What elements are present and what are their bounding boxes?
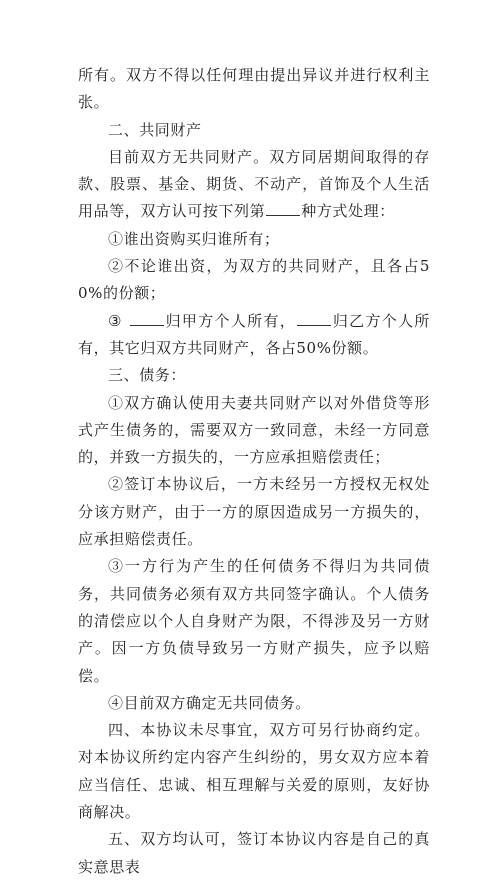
section-heading-unresolved-matters — [78, 717, 430, 826]
paragraph-text: 种方式处理： — [301, 202, 395, 221]
section-heading-mutual-acknowledgement — [78, 826, 430, 881]
fill-in-blank-method-number — [266, 200, 300, 216]
fill-in-blank-party-a-items — [130, 310, 164, 326]
list-item-option-3 — [78, 308, 430, 363]
list-item-debt-4 — [78, 690, 430, 717]
list-item-text: 归甲方个人所有， — [164, 311, 297, 330]
list-item-debt-2 — [78, 471, 430, 553]
paragraph-text: 目前双方无共同财产。双方同居期间取得的存款、股票、基金、期货、不动产，首饰及个人生活用品等，双方认可按下列第 — [78, 147, 430, 221]
list-item-debt-1 — [78, 390, 430, 472]
section-heading-joint-property — [78, 117, 430, 144]
section-heading-text: 二、共同财产 — [108, 120, 202, 139]
paragraph-text: 所有。双方不得以任何理由提出异议并进行权利主张。 — [78, 66, 430, 112]
list-item-text: ③一方行为产生的任何债务不得归为共同债务，共同债务必须有双方共同签字确认。个人债务的清偿应以个人自身财产为限，不得涉及另一方财产。因一方负债导致另一方财产损失，应予以赔偿。 — [78, 557, 430, 685]
list-item-option-1 — [78, 226, 430, 253]
list-item-text: ②不论谁出资，为双方的共同财产，且各占50%的份额； — [78, 257, 430, 303]
list-item-debt-3 — [78, 553, 430, 689]
list-item-option-2 — [78, 253, 430, 308]
list-item-text: 归乙方个人所有，其它归双方共同财产，各占50%份额。 — [78, 311, 431, 357]
list-item-text: ②签订本协议后，一方未经另一方授权无权处分该方财产，由于一方的原因造成另一方损失的，应承担赔偿责任。 — [78, 475, 430, 549]
fill-in-blank-party-b-items — [297, 310, 331, 326]
paragraph-text: 四、本协议未尽事宜，双方可另行协商约定。对本协议所约定内容产生纠纷的，男女双方应本着应当信任、忠诚、相互理解与关爱的原则，友好协商解决。 — [78, 721, 430, 822]
list-item-text: ①谁出资购买归谁所有； — [108, 229, 280, 248]
section-heading-text: 三、债务： — [108, 366, 187, 385]
paragraph-ownership-continued — [78, 62, 430, 117]
list-item-text: ③ — [108, 311, 129, 330]
list-item-text: ①双方确认使用夫妻共同财产以对外借贷等形式产生债务的，需要双方一致同意，未经一方同意的，并致一方损失的，一方应承担赔偿责任； — [78, 393, 430, 467]
paragraph-text: 五、双方均认可，签订本协议内容是自己的真实意思表 — [78, 830, 430, 876]
document-body — [78, 62, 430, 881]
list-item-text: ④目前双方确定无共同债务。 — [108, 693, 311, 712]
section-heading-debts — [78, 362, 430, 389]
paragraph-joint-property — [78, 144, 430, 226]
